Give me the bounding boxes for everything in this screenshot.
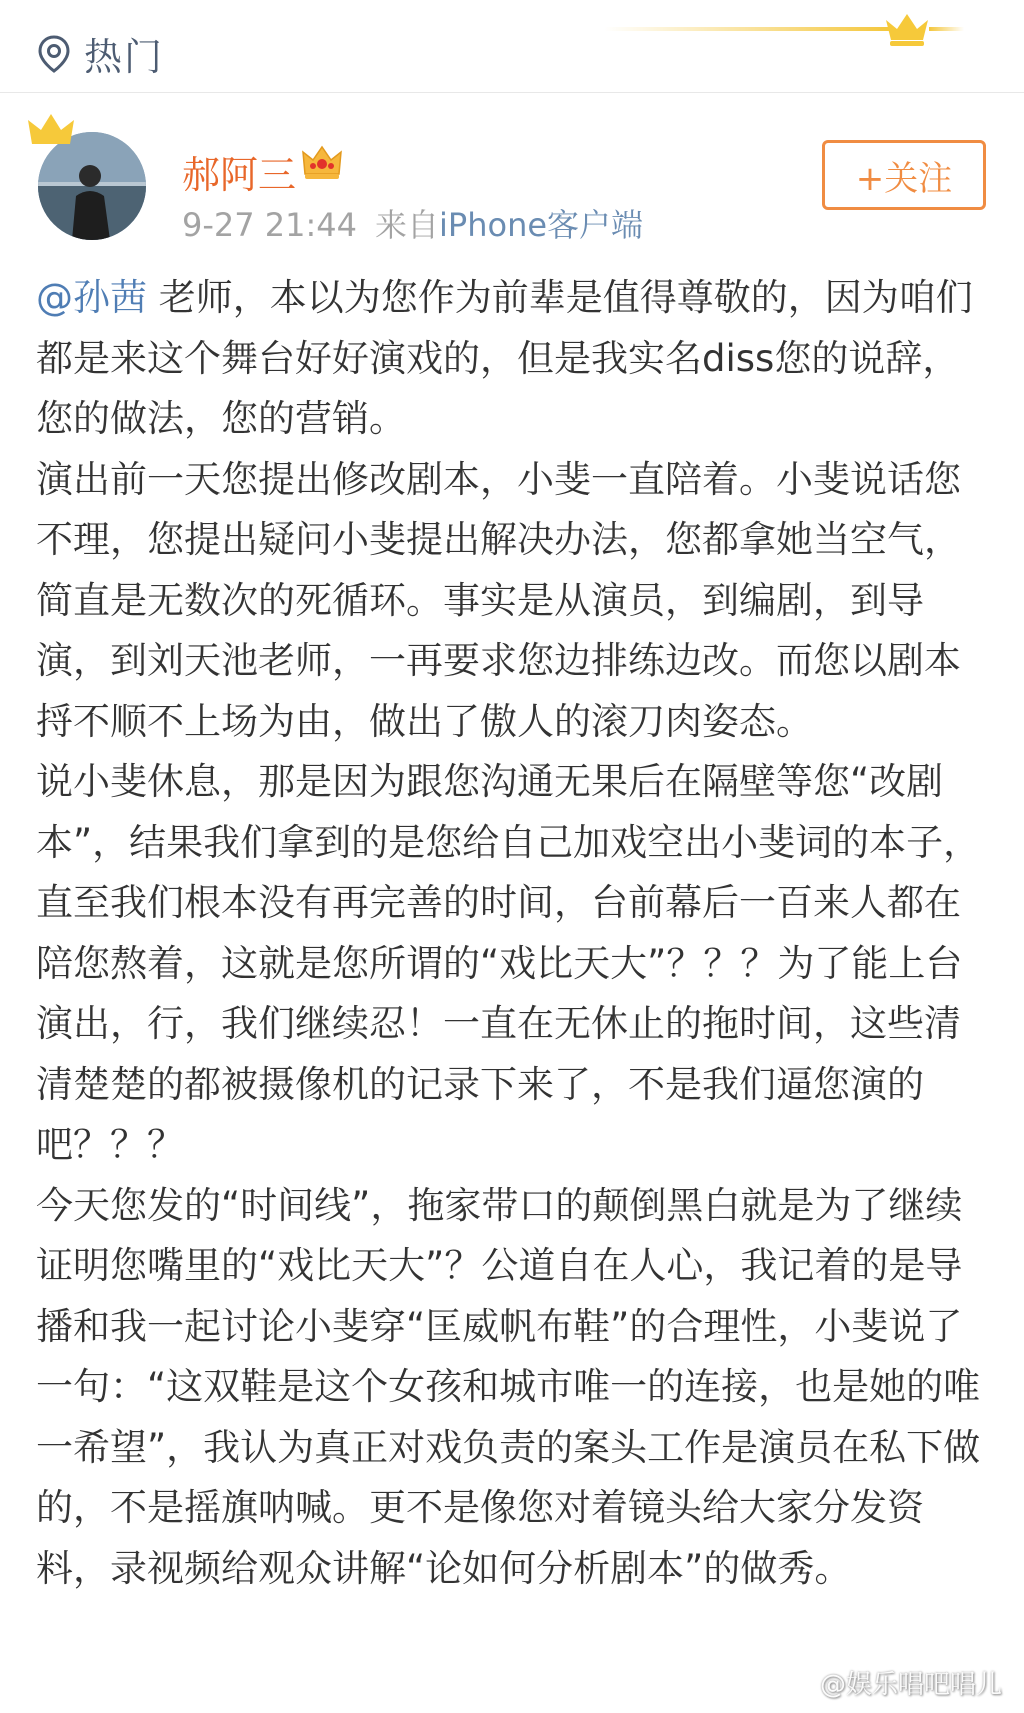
paragraph-1-text: 老师，本以为您作为前辈是值得尊敬的，因为咱们都是来这个舞台好好演戏的，但是我实名diss您的说辞，您的做法，您的营销。 — [36, 276, 973, 440]
mention-link[interactable]: @孙茜 — [36, 276, 147, 319]
top-bar — [0, 0, 1024, 93]
post-content — [36, 268, 994, 1599]
paragraph-3: 说小斐休息，那是因为跟您沟通无果后在隔壁等您“改剧本”，结果我们拿到的是您给自己加戏空出小斐词的本子，直至我们根本没有再完善的时间，台前幕后一百来人都在陪您熬着，这就是您所谓的“戏比天大”？？？为了能上台演出，行，我们继续忍！一直在无休止的拖时间，这些清清楚楚的都被摄像机的记录下来了，不是我们逼您演的吧？？？ — [36, 760, 981, 1166]
follow-button[interactable]: +关注 — [822, 140, 986, 210]
weibo-logo-icon — [780, 1669, 814, 1697]
post-header — [0, 92, 1024, 257]
location-pin-icon — [36, 34, 72, 74]
author-name[interactable]: 郝阿三 — [182, 153, 297, 197]
post-source[interactable]: iPhone客户端 — [439, 206, 644, 244]
watermark — [780, 1664, 1002, 1701]
post-time: 9-27 21:44 — [182, 206, 358, 244]
paragraph-4: 今天您发的“时间线”，拖家带口的颠倒黑白就是为了继续证明您嘴里的“戏比天大”？公道自在人心，我记着的是导播和我一起讨论小斐穿“匡威帆布鞋”的合理性，小斐说了一句：“这双鞋是这个女孩和城市唯一的连接，也是她的唯一希望”，我认为真正对戏负责的案头工作是演员在私下做的，不是摇旗呐喊。更不是像您对着镜头给大家分发资料，录视频给观众讲解“论如何分析剧本”的做秀。 — [36, 1183, 981, 1590]
paragraph-1 — [36, 268, 994, 450]
crown-icon — [584, 10, 964, 60]
hot-tab[interactable] — [36, 26, 164, 81]
paragraph-2: 演出前一天您提出修改剧本，小斐一直陪着。小斐说话您不理，您提出疑问小斐提出解决办法，您都拿她当空气，简直是无数次的死循环。事实是从演员，到编剧，到导演，到刘天池老师，一再要求您边排练边改。而您以剧本捋不顺不上场为由，做出了傲人的滚刀肉姿态。 — [36, 457, 961, 743]
post-meta — [182, 200, 643, 246]
source-prefix: 来自 — [375, 206, 440, 244]
watermark-text: @娱乐唱吧唱儿 — [819, 1670, 1002, 1700]
crown-icon — [26, 110, 76, 150]
vip-crown-icon — [300, 140, 344, 184]
hot-label: 热门 — [84, 35, 165, 79]
